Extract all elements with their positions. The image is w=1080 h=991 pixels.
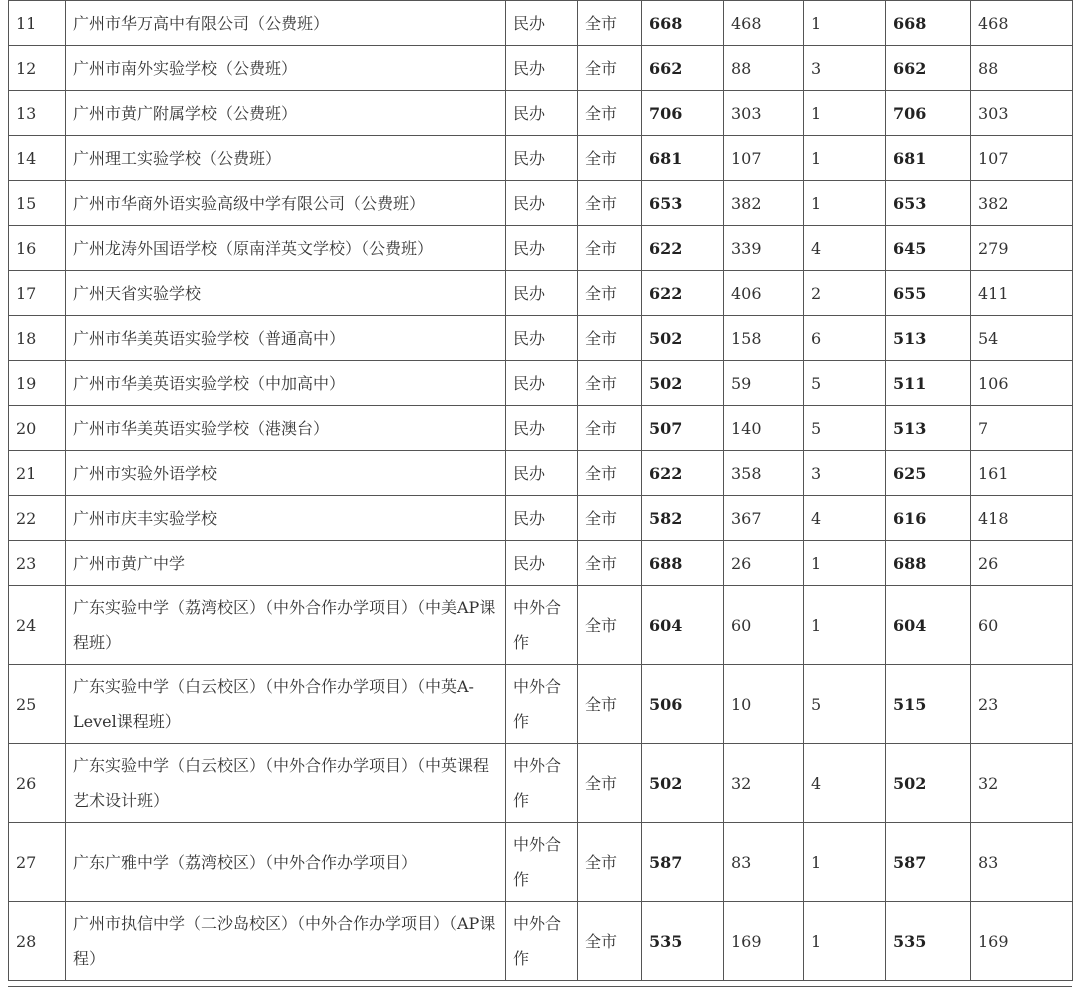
enrollment-area-cell: 全市	[578, 226, 642, 271]
score-cell: 604	[886, 586, 971, 665]
enrollment-area-cell: 全市	[578, 902, 642, 981]
rank-cell: 32	[971, 744, 1073, 823]
min-score-rank-cell: 26	[724, 541, 804, 586]
min-score-cell: 668	[642, 1, 724, 46]
min-score-rank-cell: 406	[724, 271, 804, 316]
school-type-cell: 民办	[506, 361, 578, 406]
min-score-cell: 622	[642, 226, 724, 271]
school-name-cell: 广州市庆丰实验学校	[66, 496, 506, 541]
min-score-cell: 653	[642, 181, 724, 226]
score-cell: 515	[886, 665, 971, 744]
min-score-cell: 502	[642, 316, 724, 361]
rank-cell: 26	[971, 541, 1073, 586]
count-cell: 1	[804, 823, 886, 902]
min-score-cell: 604	[642, 586, 724, 665]
count-cell: 2	[804, 271, 886, 316]
row-number-cell: 18	[9, 316, 66, 361]
school-name-cell: 广州理工实验学校（公费班）	[66, 136, 506, 181]
school-type-cell: 民办	[506, 451, 578, 496]
min-score-rank-cell: 367	[724, 496, 804, 541]
enrollment-area-cell: 全市	[578, 91, 642, 136]
table-row	[9, 1, 1073, 46]
school-type-cell: 民办	[506, 136, 578, 181]
school-name-cell: 广东广雅中学（荔湾校区）（中外合作办学项目）	[66, 823, 506, 902]
school-name-cell: 广州市华美英语实验学校（港澳台）	[66, 406, 506, 451]
enrollment-area-cell: 全市	[578, 541, 642, 586]
min-score-rank-cell: 339	[724, 226, 804, 271]
school-name-cell: 广州市黄广附属学校（公费班）	[66, 91, 506, 136]
school-type-cell: 民办	[506, 496, 578, 541]
rank-cell: 106	[971, 361, 1073, 406]
table-row	[9, 361, 1073, 406]
enrollment-area-cell: 全市	[578, 823, 642, 902]
row-number-cell: 17	[9, 271, 66, 316]
row-number-cell: 20	[9, 406, 66, 451]
count-cell: 1	[804, 136, 886, 181]
count-cell: 1	[804, 902, 886, 981]
school-name-cell: 广州市华美英语实验学校（普通高中）	[66, 316, 506, 361]
table-row	[9, 902, 1073, 981]
school-type-cell: 民办	[506, 181, 578, 226]
min-score-rank-cell: 358	[724, 451, 804, 496]
enrollment-area-cell: 全市	[578, 496, 642, 541]
row-number-cell: 16	[9, 226, 66, 271]
rank-cell: 54	[971, 316, 1073, 361]
score-cell: 535	[886, 902, 971, 981]
count-cell: 1	[804, 1, 886, 46]
enrollment-area-cell: 全市	[578, 316, 642, 361]
row-number-cell: 14	[9, 136, 66, 181]
score-cell: 662	[886, 46, 971, 91]
min-score-cell: 535	[642, 902, 724, 981]
count-cell: 3	[804, 451, 886, 496]
min-score-rank-cell: 169	[724, 902, 804, 981]
min-score-rank-cell: 140	[724, 406, 804, 451]
count-cell: 4	[804, 744, 886, 823]
count-cell: 4	[804, 496, 886, 541]
enrollment-area-cell: 全市	[578, 1, 642, 46]
table-row	[9, 665, 1073, 744]
min-score-rank-cell: 88	[724, 46, 804, 91]
table-row	[9, 271, 1073, 316]
school-type-cell: 民办	[506, 226, 578, 271]
table-row	[9, 586, 1073, 665]
enrollment-area-cell: 全市	[578, 46, 642, 91]
table-row	[9, 541, 1073, 586]
school-name-cell: 广东实验中学（荔湾校区）（中外合作办学项目）（中美AP课程班）	[66, 586, 506, 665]
min-score-rank-cell: 83	[724, 823, 804, 902]
school-name-cell: 广东实验中学（白云校区）（中外合作办学项目）（中英课程艺术设计班）	[66, 744, 506, 823]
school-type-cell: 民办	[506, 316, 578, 361]
min-score-cell: 502	[642, 361, 724, 406]
score-cell: 653	[886, 181, 971, 226]
row-number-cell: 27	[9, 823, 66, 902]
count-cell: 5	[804, 665, 886, 744]
min-score-cell: 706	[642, 91, 724, 136]
count-cell: 4	[804, 226, 886, 271]
table-row	[9, 406, 1073, 451]
rank-cell: 303	[971, 91, 1073, 136]
row-number-cell: 22	[9, 496, 66, 541]
row-number-cell: 15	[9, 181, 66, 226]
count-cell: 1	[804, 541, 886, 586]
rank-cell: 468	[971, 1, 1073, 46]
min-score-rank-cell: 303	[724, 91, 804, 136]
count-cell: 1	[804, 181, 886, 226]
min-score-cell: 688	[642, 541, 724, 586]
school-type-cell: 中外合作	[506, 744, 578, 823]
table-body	[9, 1, 1073, 981]
table-row	[9, 136, 1073, 181]
rank-cell: 382	[971, 181, 1073, 226]
min-score-cell: 506	[642, 665, 724, 744]
school-type-cell: 民办	[506, 406, 578, 451]
school-type-cell: 民办	[506, 91, 578, 136]
score-cell: 625	[886, 451, 971, 496]
rank-cell: 161	[971, 451, 1073, 496]
row-number-cell: 23	[9, 541, 66, 586]
rank-cell: 60	[971, 586, 1073, 665]
enrollment-area-cell: 全市	[578, 181, 642, 226]
school-type-cell: 民办	[506, 271, 578, 316]
admission-score-table	[8, 0, 1073, 981]
score-cell: 587	[886, 823, 971, 902]
count-cell: 5	[804, 406, 886, 451]
school-name-cell: 广州市南外实验学校（公费班）	[66, 46, 506, 91]
min-score-cell: 662	[642, 46, 724, 91]
school-type-cell: 民办	[506, 46, 578, 91]
row-number-cell: 19	[9, 361, 66, 406]
count-cell: 5	[804, 361, 886, 406]
school-name-cell: 广东实验中学（白云校区）（中外合作办学项目）（中英A-Level课程班）	[66, 665, 506, 744]
row-number-cell: 13	[9, 91, 66, 136]
table-row	[9, 496, 1073, 541]
score-cell: 511	[886, 361, 971, 406]
school-name-cell: 广州市华万高中有限公司（公费班）	[66, 1, 506, 46]
school-type-cell: 中外合作	[506, 823, 578, 902]
table-row	[9, 316, 1073, 361]
row-number-cell: 12	[9, 46, 66, 91]
min-score-cell: 582	[642, 496, 724, 541]
rank-cell: 107	[971, 136, 1073, 181]
min-score-cell: 622	[642, 451, 724, 496]
enrollment-area-cell: 全市	[578, 744, 642, 823]
row-number-cell: 21	[9, 451, 66, 496]
min-score-rank-cell: 32	[724, 744, 804, 823]
table-row	[9, 181, 1073, 226]
table-row	[9, 91, 1073, 136]
min-score-rank-cell: 382	[724, 181, 804, 226]
rank-cell: 83	[971, 823, 1073, 902]
score-cell: 681	[886, 136, 971, 181]
table-row	[9, 744, 1073, 823]
score-cell: 616	[886, 496, 971, 541]
rank-cell: 169	[971, 902, 1073, 981]
score-cell: 688	[886, 541, 971, 586]
row-number-cell: 24	[9, 586, 66, 665]
min-score-rank-cell: 59	[724, 361, 804, 406]
min-score-rank-cell: 468	[724, 1, 804, 46]
school-name-cell: 广州市实验外语学校	[66, 451, 506, 496]
min-score-cell: 622	[642, 271, 724, 316]
min-score-rank-cell: 60	[724, 586, 804, 665]
school-name-cell: 广州市华商外语实验高级中学有限公司（公费班）	[66, 181, 506, 226]
enrollment-area-cell: 全市	[578, 665, 642, 744]
school-type-cell: 中外合作	[506, 902, 578, 981]
school-name-cell: 广州市执信中学（二沙岛校区）（中外合作办学项目）（AP课程）	[66, 902, 506, 981]
score-cell: 668	[886, 1, 971, 46]
table-row	[9, 451, 1073, 496]
school-type-cell: 民办	[506, 1, 578, 46]
min-score-cell: 502	[642, 744, 724, 823]
score-cell: 513	[886, 316, 971, 361]
row-number-cell: 25	[9, 665, 66, 744]
school-name-cell: 广州龙涛外国语学校（原南洋英文学校）（公费班）	[66, 226, 506, 271]
score-cell: 706	[886, 91, 971, 136]
count-cell: 6	[804, 316, 886, 361]
school-name-cell: 广州天省实验学校	[66, 271, 506, 316]
table-cut-edge	[8, 986, 1072, 991]
rank-cell: 7	[971, 406, 1073, 451]
enrollment-area-cell: 全市	[578, 271, 642, 316]
score-cell: 513	[886, 406, 971, 451]
table-row	[9, 226, 1073, 271]
min-score-rank-cell: 107	[724, 136, 804, 181]
score-cell: 645	[886, 226, 971, 271]
min-score-cell: 681	[642, 136, 724, 181]
table-row	[9, 46, 1073, 91]
enrollment-area-cell: 全市	[578, 361, 642, 406]
min-score-cell: 507	[642, 406, 724, 451]
rank-cell: 23	[971, 665, 1073, 744]
row-number-cell: 28	[9, 902, 66, 981]
min-score-rank-cell: 10	[724, 665, 804, 744]
school-type-cell: 民办	[506, 541, 578, 586]
count-cell: 3	[804, 46, 886, 91]
rank-cell: 411	[971, 271, 1073, 316]
table-row	[9, 823, 1073, 902]
rank-cell: 88	[971, 46, 1073, 91]
count-cell: 1	[804, 91, 886, 136]
min-score-cell: 587	[642, 823, 724, 902]
school-name-cell: 广州市黄广中学	[66, 541, 506, 586]
enrollment-area-cell: 全市	[578, 136, 642, 181]
count-cell: 1	[804, 586, 886, 665]
rank-cell: 279	[971, 226, 1073, 271]
score-cell: 502	[886, 744, 971, 823]
row-number-cell: 26	[9, 744, 66, 823]
enrollment-area-cell: 全市	[578, 586, 642, 665]
row-number-cell: 11	[9, 1, 66, 46]
score-cell: 655	[886, 271, 971, 316]
school-type-cell: 中外合作	[506, 665, 578, 744]
rank-cell: 418	[971, 496, 1073, 541]
school-type-cell: 中外合作	[506, 586, 578, 665]
min-score-rank-cell: 158	[724, 316, 804, 361]
enrollment-area-cell: 全市	[578, 451, 642, 496]
enrollment-area-cell: 全市	[578, 406, 642, 451]
school-name-cell: 广州市华美英语实验学校（中加高中）	[66, 361, 506, 406]
